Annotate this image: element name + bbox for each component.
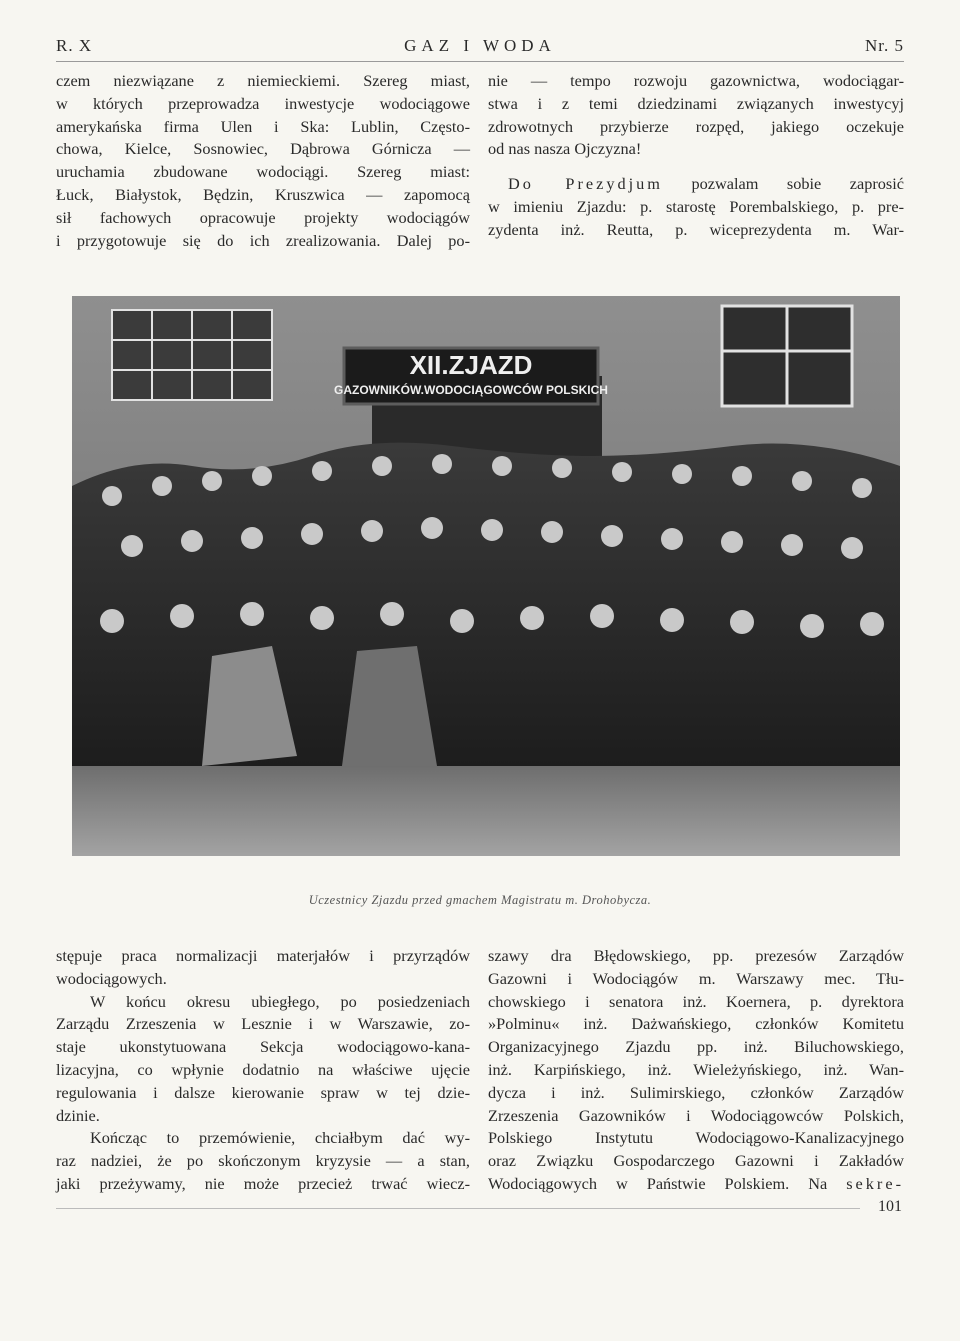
text-line: amerykańska firma Ulen i Ska: Lublin, Często- [56,116,470,136]
text-line: Gazowni i Wodociągów m. Warszawy mec. Tłu- [488,968,904,988]
text-line: i przygotowuje się do ich zrealizowania. Dalej po- [56,230,470,250]
photo-illustration [72,296,900,856]
spaced-phrase: Do Prezydjum [508,174,663,194]
banner-line-2: GAZOWNIKÓW.WODOCIĄGOWCÓW POLSKICH [334,383,608,397]
text-line: w imieniu Zjazdu: p. starostę Porembalskiego, p. pre- [488,196,904,216]
right-window [722,306,852,406]
text-line: Łuck, Białystok, Będzin, Kruszwica — zapomocą [56,184,470,204]
top-left-column [56,70,470,252]
page-number: 101 [878,1198,902,1215]
crowd [72,443,900,766]
top-right-column [488,70,904,242]
text-line: stępuje praca normalizacji materjałów i przyrządów [56,946,470,965]
text-line: Zrzeszenia Gazowników i Wodociągowców Polskich, [488,1105,904,1125]
text-line: »Polminu« inż. Dażwańskiego, członków Komitetu [488,1014,904,1034]
text-line: wodociągowych. [56,968,167,988]
text-line: Kończąc to przemówienie, chciałbym dać wy- [90,1128,470,1148]
text-line: Organizacyjnego Zjazdu pp. inż. Biluchowskiego, [488,1037,904,1057]
text-line: stwa i z temi dziedzinami związanych inwestycyj [488,93,904,113]
photo-caption: Uczestnicy Zjazdu przed gmachem Magistratu m. Drohobycza. [308,893,652,907]
text-line [488,173,904,196]
header-rule [56,61,904,62]
text-line: raz nadziei, że po skończonym kryzysie — a stan, [56,1151,470,1171]
volume-number: R. X [56,36,93,55]
text-line: zdrowotnych przybierze rozpęd, jakiego oczekuje [488,116,904,136]
text-fragment: pozwalam sobie zaprosić [662,174,904,194]
text-line: nie — tempo rozwoju gazownictwa, wodociągar- [488,71,904,90]
spaced-phrase: sekre- [846,1173,904,1193]
text-line: Polskiego Instytutu Wodociągowo-Kanalizacyjnego [488,1128,904,1148]
text-line: dycza i inż. Sulimirskiego, członków Zarządów [488,1082,904,1102]
text-line: staje ukonstytuowana Sekcja wodociągowo-kana- [56,1037,470,1057]
text-line: szawy dra Błędowskiego, pp. prezesów Zarządów [488,946,904,965]
running-header [56,36,904,60]
group-photograph [72,296,900,856]
journal-title: GAZ I WODA [404,36,556,55]
text-line: regulowania i dalsze kierowanie spraw w tej dzie- [56,1082,470,1102]
text-line: sił fachowych opracowuje projekty wodociągów [56,207,470,227]
banner-line-1: XII.ZJAZD [409,350,533,380]
text-fragment: Wodociągowych w Państwie Polskiem. Na [488,1173,847,1193]
text-line [488,1173,904,1196]
text-line: inż. Karpińskiego, inż. Wieleżyńskiego, inż. Wan- [488,1059,904,1079]
text-line: Zarządu Zrzeszenia w Lesznie i w Warszawie, zo- [56,1014,470,1034]
text-line: lizacyjna, co wpłynie dodatnio na właściwe ujęcie [56,1059,470,1079]
text-line: W końcu okresu ubiegłego, po posiedzeniach [90,991,470,1011]
text-line: chowa, Kielce, Sosnowiec, Dąbrowa Górnicza — [56,139,470,159]
text-line: w których przeprowadza inwestycje wodociągowe [56,93,470,113]
text-line: od nas nasza Ojczyzna! [488,139,642,159]
pavement [72,766,900,856]
bottom-left-column [56,945,470,1196]
text-line: dzinie. [56,1105,100,1125]
text-line: uruchamia zbudowane wodociągi. Szereg miast: [56,162,470,182]
text-line: zydenta inż. Reutta, p. wiceprezydenta m. War- [488,219,904,239]
issue-number: Nr. 5 [865,36,904,55]
left-window [112,310,272,400]
text-line: chowskiego i senatora inż. Koernera, p. dyrektora [488,991,904,1011]
text-line: czem niezwiązane z niemieckiemi. Szereg miast, [56,71,470,90]
text-line: jaki przeżywamy, nie może przecież trwać wiecz- [56,1173,470,1193]
bottom-right-column [488,945,904,1196]
text-line: oraz Związku Gospodarczego Gazowni i Zakładów [488,1151,904,1171]
footer-rule [56,1208,860,1209]
